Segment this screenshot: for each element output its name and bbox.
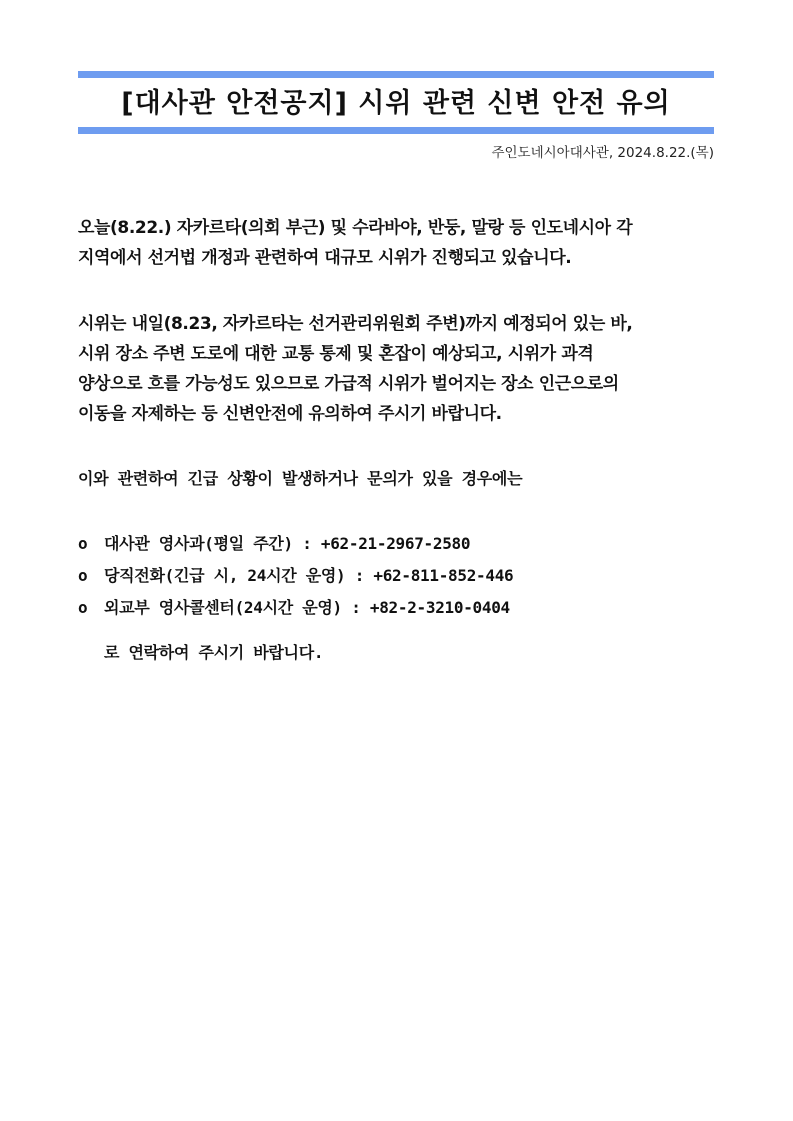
paragraph-situation (78, 213, 718, 273)
paragraph-line: 지역에서 선거법 개정과 관련하여 대규모 시위가 진행되고 있습니다. (78, 248, 572, 268)
contact-intro: 이와 관련하여 긴급 상황이 발생하거나 문의가 있을 경우에는 (78, 469, 523, 488)
bullet-icon: o (78, 534, 88, 553)
paragraph-line: 시위는 내일(8.23, 자카르타는 선거관리위원회 주변)까지 예정되어 있는 바, (78, 314, 633, 334)
paragraph-line: 이동을 자제하는 등 신변안전에 유의하여 주시기 바랍니다. (78, 404, 502, 424)
contact-closing: 로 연락하여 주시기 바랍니다. (104, 643, 324, 662)
notice-title: [대사관 안전공지] 시위 관련 신변 안전 유의 (121, 88, 671, 119)
bullet-icon: o (78, 598, 88, 617)
contact-item-call-center (78, 592, 718, 624)
contact-label: 외교부 영사콜센터(24시간 운영) : +82-2-3210-0404 (104, 598, 510, 617)
contact-label: 대사관 영사과(평일 주간) : +62-21-2967-2580 (104, 534, 471, 553)
notice-dateline: 주인도네시아대사관, 2024.8.22.(목) (491, 145, 714, 161)
bullet-icon: o (78, 566, 88, 585)
paragraph-line: 오늘(8.22.) 자카르타(의회 부근) 및 수라바야, 반둥, 말랑 등 인도네시아 각 (78, 218, 633, 238)
title-bottom-rule (78, 127, 714, 134)
title-top-rule (78, 71, 714, 78)
paragraph-line: 시위 장소 주변 도로에 대한 교통 통제 및 혼잡이 예상되고, 시위가 과격 (78, 344, 594, 364)
contact-item-consular (78, 528, 718, 560)
contact-label: 당직전화(긴급 시, 24시간 운영) : +62-811-852-446 (104, 566, 514, 585)
contact-list (78, 528, 718, 624)
contact-item-duty-phone (78, 560, 718, 592)
paragraph-line: 양상으로 흐를 가능성도 있으므로 가급적 시위가 벌어지는 장소 인근으로의 (78, 374, 619, 394)
paragraph-advice (78, 309, 718, 429)
